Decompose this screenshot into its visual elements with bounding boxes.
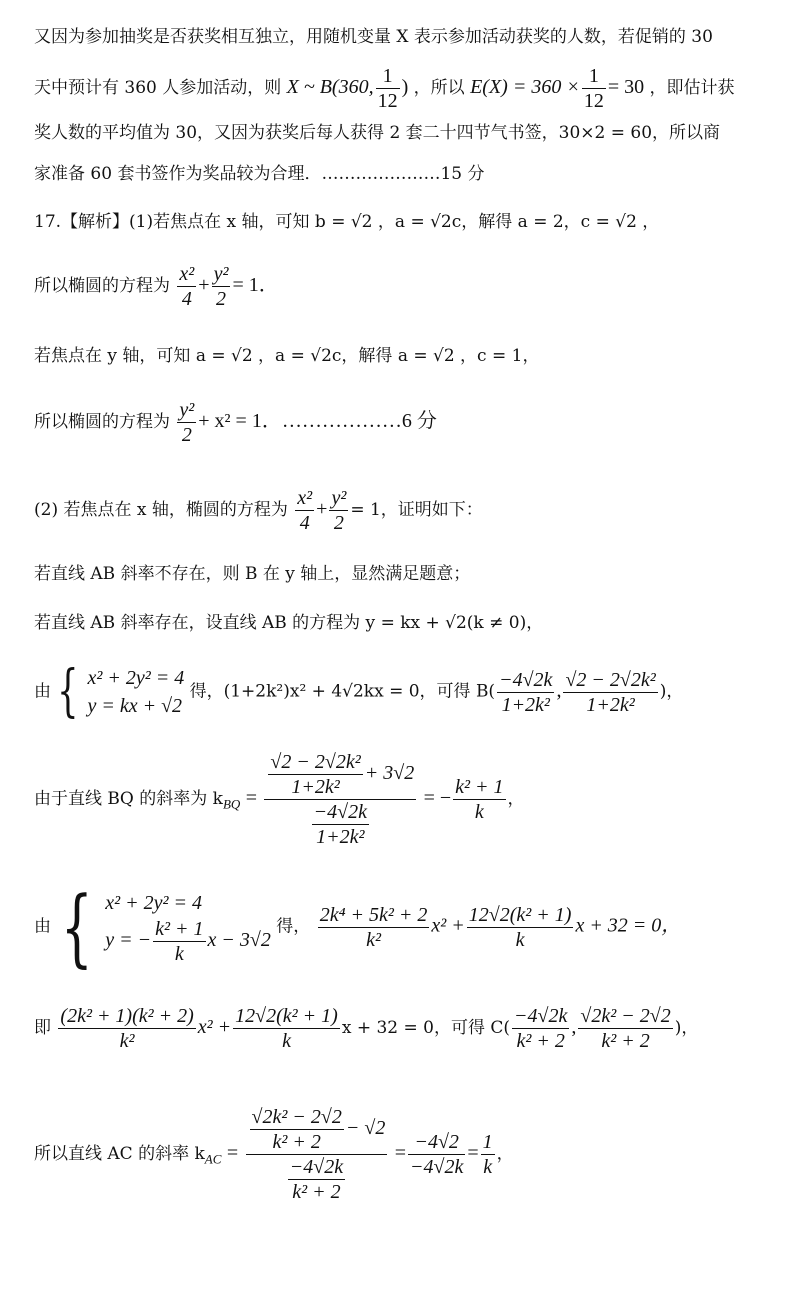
q17-ellipse-y-equation: 所以椭圆的方程为 $\frac{\text{y²}}{2}$ + x² = 1．………………6 分: [34, 399, 437, 446]
brace-icon: {: [61, 878, 94, 976]
q17-ellipse-x-equation: 所以椭圆的方程为 $\frac{\text{x²}}{4}$ + $\frac{\text{y²}}{2}$ = 1．: [34, 263, 279, 310]
brace-icon: {: [57, 659, 79, 724]
q17-part2-line4: 若直线 AB 斜率存在，设直线 AB 的方程为 y = kx + √2(k ≠ 0)，: [34, 613, 544, 633]
q17-part2-intro: (2) 若焦点在 x 轴，椭圆的方程为 $\frac{\text{x²}}{4}$ + $\frac{\text{y²}}{2}$ = 1，证明如下：: [34, 487, 483, 534]
para16-line1: [34, 26, 780, 48]
para16-line3: 奖人数的平均值为 30，又因为获奖后每人获得 2 套二十四节气书签，30×2 = 60，所以商: [34, 123, 721, 143]
q17-system-c: 由 { x² + 2y² = 4 y = − $\frac{\text{k² + 1}}{k}$ x − 3√2 得， $\frac{\text{2k⁴ + 5k² + 2}}{\text{k²}}$ x² + $\frac{\text{12√2(k² + 1)}}{k}$ x + 32 = 0，: [34, 878, 682, 976]
para16-line4: 家准备 60 套书签作为奖品较为合理．…………………15 分: [34, 164, 485, 184]
para16-line2-text-b: ，所以: [413, 78, 465, 98]
q17-slope-ac: 所以直线 AC 的斜率 $k_{AC}$ = $\frac{\text{√2k² − 2√2}}{\text{k² + 2}}$ − √2 $\frac{-4√2k}{\text{k² + 2}}$ = $\frac{-4√2}{-4√2k}$ = $\frac{1}{k}$ ，: [34, 1106, 514, 1203]
para16-line1-text: 又因为参加抽奖是否获奖相互独立，用随机变量 X 表示参加活动获奖的人数，若促销的 30: [34, 27, 713, 47]
q17-system-b: 由 { x² + 2y² = 4 y = kx + √2 得，(1+2k²)x² + 4√2kx = 0，可得 B( $\frac{-4√2k}{\text{1+2k²}}$ , $\frac{\text{√2 − 2√2k²}}{\text{1+2k²}}$ )，: [34, 659, 684, 724]
para16-line2: 天中预计有 360 人参加活动，则 X ~ B(360, $\frac{1}{12}$ ) ，所以 E(X) = 360 × $\frac{1}{12}$ = 30 ，即估计获: [34, 65, 735, 112]
para16-line2-text-a: 天中预计有 360 人参加活动，则: [34, 78, 282, 98]
binomial-fraction: $\frac{1}{12}$: [377, 65, 398, 112]
para16-line2-text-c: ，即估计获: [649, 78, 735, 98]
expectation-expression: E(X) = 360 ×: [470, 76, 580, 98]
q17-part1-line1: 17.【解析】(1)若焦点在 x 轴，可知 b = √2 ，a = √2c，解得 a = 2，c = √2 ，: [34, 212, 660, 232]
q17-part1-line3: 若焦点在 y 轴，可知 a = √2 ，a = √2c，解得 a = √2 ，c = 1，: [34, 346, 540, 366]
q17-slope-bq: 由于直线 BQ 的斜率为 $k_{BQ}$ = $\frac{\text{√2 − 2√2k²}}{\text{1+2k²}}$ + 3√2 $\frac{-4√2k}{\text{1+2k²}}$ = − $\frac{\text{k² + 1}}{k}$ ，: [34, 751, 525, 848]
expectation-fraction: $\frac{1}{12}$: [583, 65, 604, 112]
q17-part2-line3: 若直线 AB 斜率不存在，则 B 在 y 轴上，显然满足题意；: [34, 564, 471, 584]
binomial-expression: X ~ B(360,: [286, 76, 374, 98]
q17-quadratic-c: 即 $\frac{\text{(2k² + 1)(k² + 2)}}{\text{k²}}$ x² + $\frac{\text{12√2(k² + 1)}}{k}$ x + 32 = 0，可得 C( $\frac{-4√2k}{\text{k² + 2}}$ , $\frac{\text{√2k² − 2√2}}{\text{k² + 2}}$ )，: [34, 1005, 699, 1052]
